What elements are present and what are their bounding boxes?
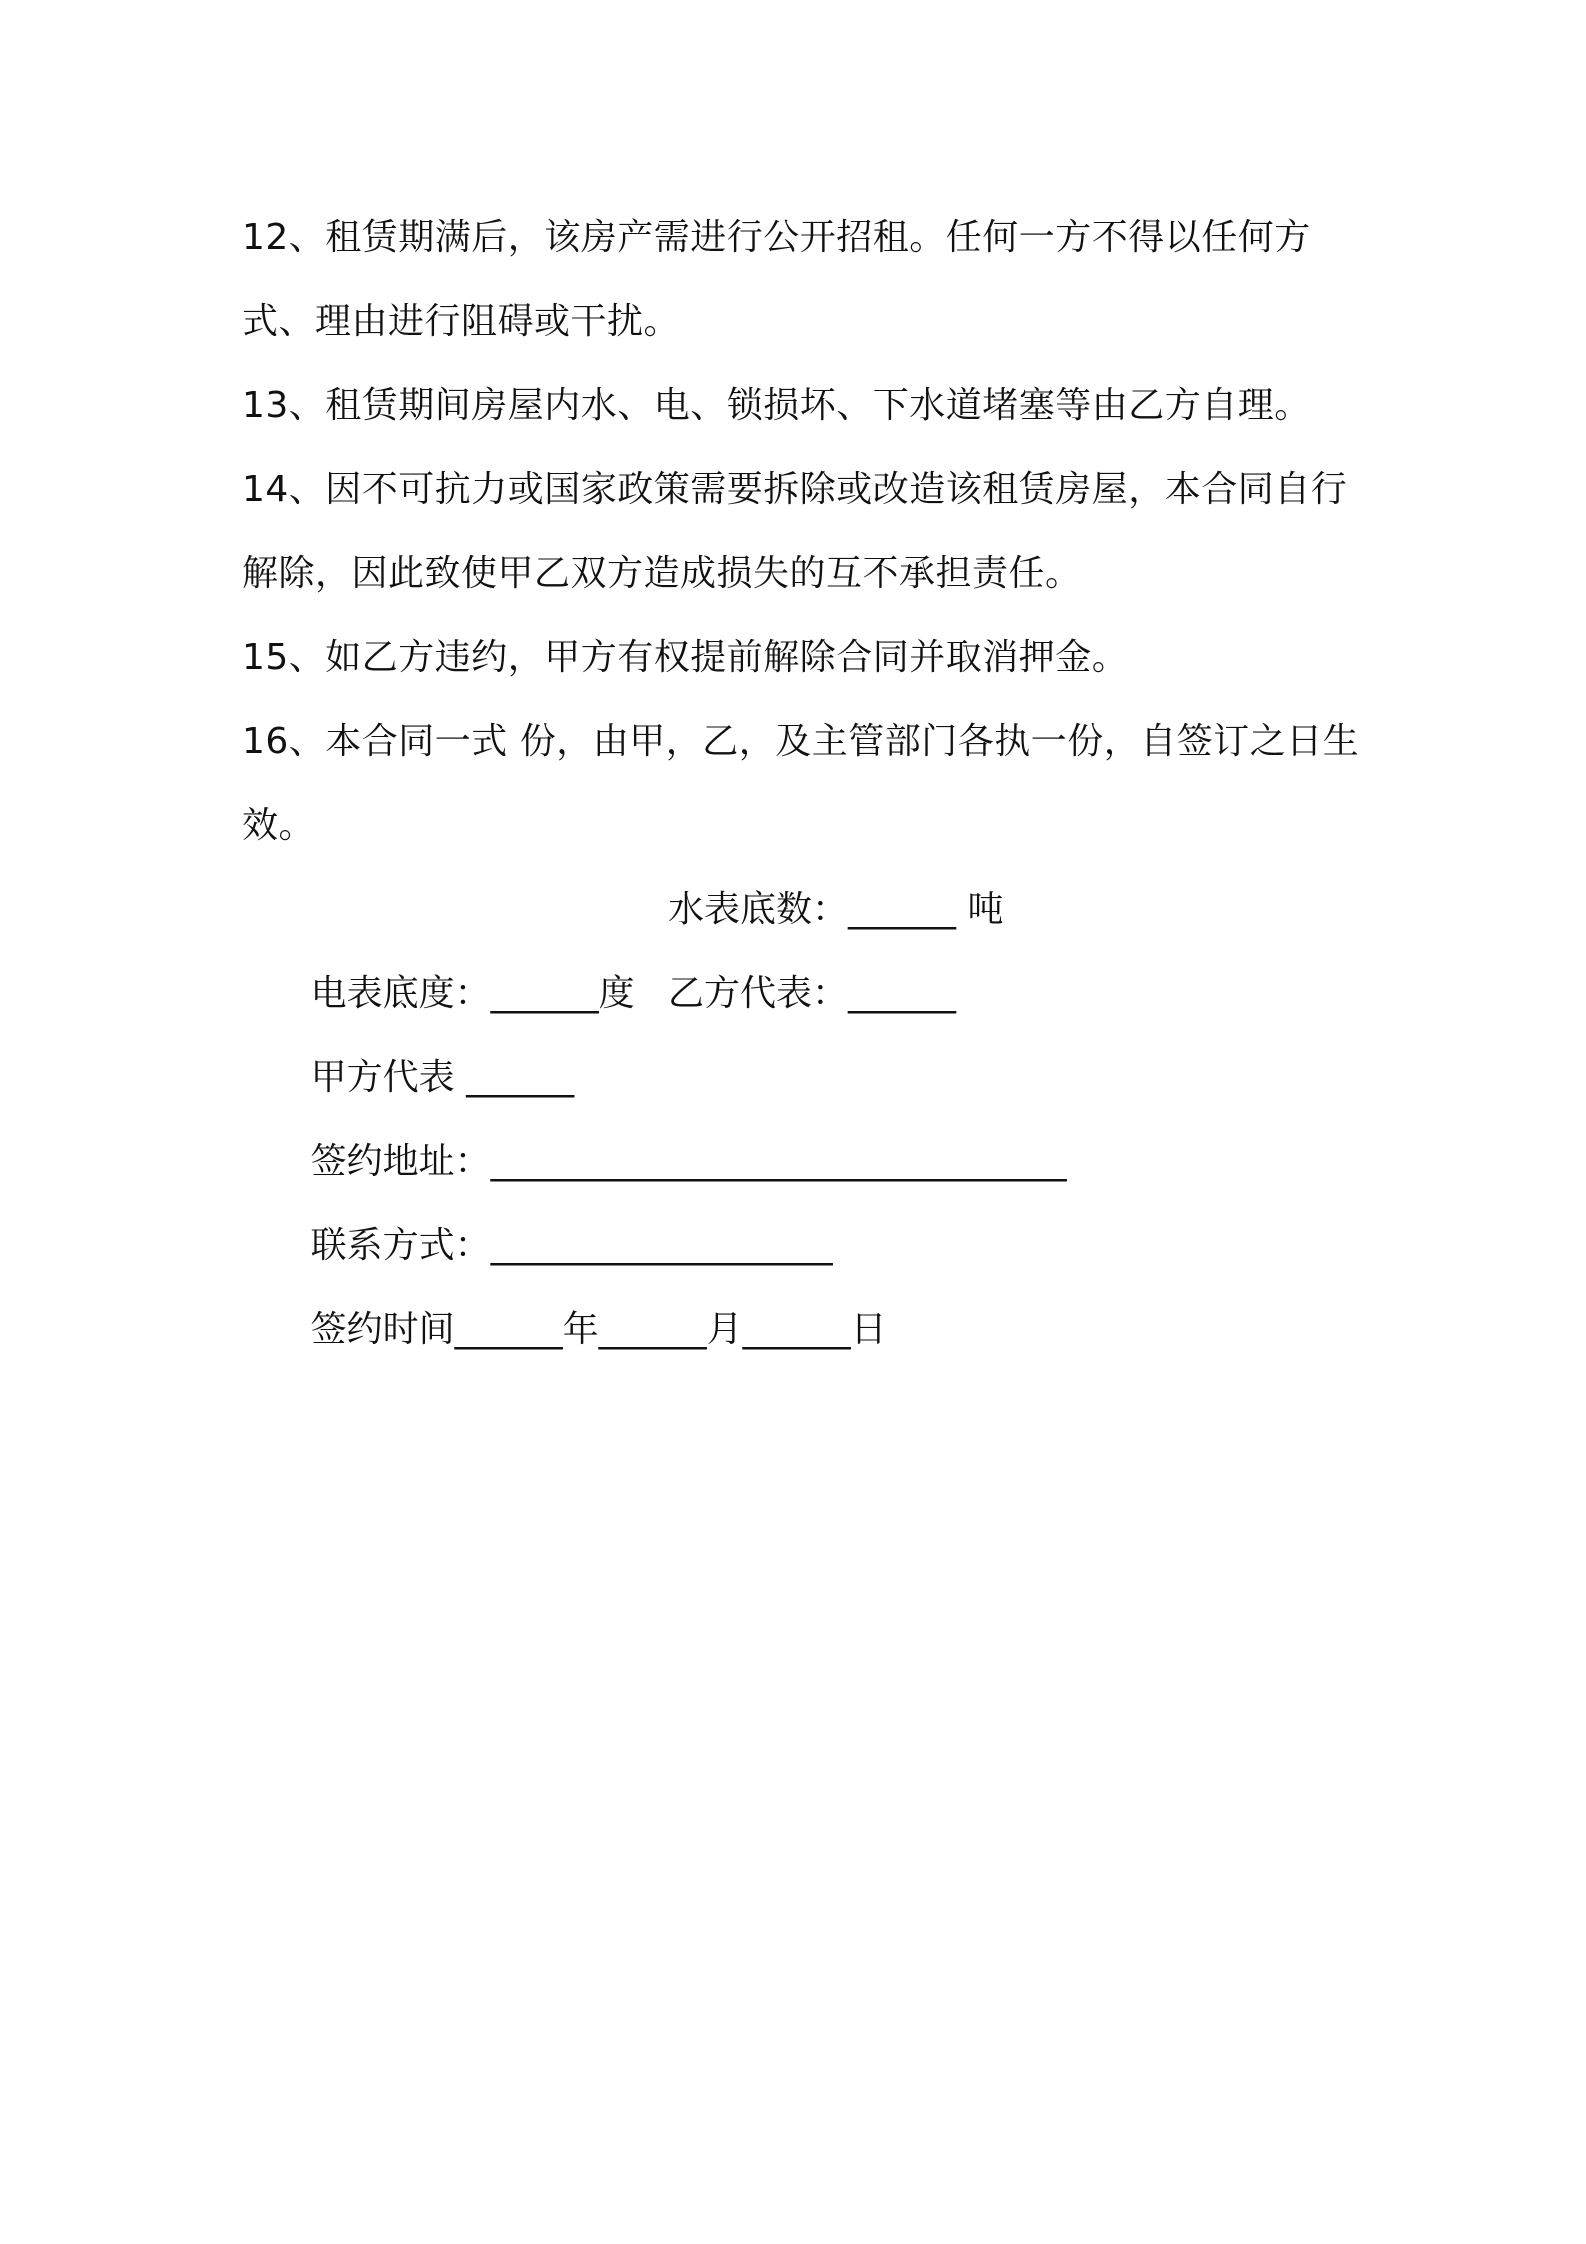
clause-15: 15、如乙方违约，甲方有权提前解除合同并取消押金。 <box>242 637 1129 678</box>
clause-16: 16、本合同一式 份，由甲，乙，及主管部门各执一份，自签订之日生效。 <box>242 721 1360 846</box>
electric-meter-field: 电表底度：______度 <box>310 973 635 1014</box>
clause-14: 14、因不可抗力或国家政策需要拆除或改造该租赁房屋，本合同自行解除，因此致使甲乙双方造成损失的互不承担责任。 <box>242 469 1348 594</box>
party-b-representative-field: 乙方代表：______ <box>668 973 957 1014</box>
sign-address-row <box>242 1036 1362 1182</box>
party-a-representative-field: 甲方代表 ______ <box>310 1057 575 1098</box>
sign-time-row <box>242 1204 1362 1350</box>
clause-13: 13、租赁期间房屋内水、电、锁损坏、下水道堵塞等由乙方自理。 <box>242 385 1311 426</box>
contract-body <box>242 196 1362 1350</box>
sign-address-field: 签约地址：________________________________ <box>310 1141 1067 1182</box>
sign-time-field: 签约时间______年______月______日 <box>310 1309 887 1350</box>
water-meter-field: 水表底数：______ 吨 <box>668 889 1004 930</box>
contact-row <box>242 1120 1362 1266</box>
contact-field: 联系方式：___________________ <box>310 1225 833 1266</box>
representative-row <box>242 952 1362 1098</box>
clause-12: 12、租赁期满后，该房产需进行公开招租。任何一方不得以任何方式、理由进行阻碍或干扰。 <box>242 217 1311 342</box>
